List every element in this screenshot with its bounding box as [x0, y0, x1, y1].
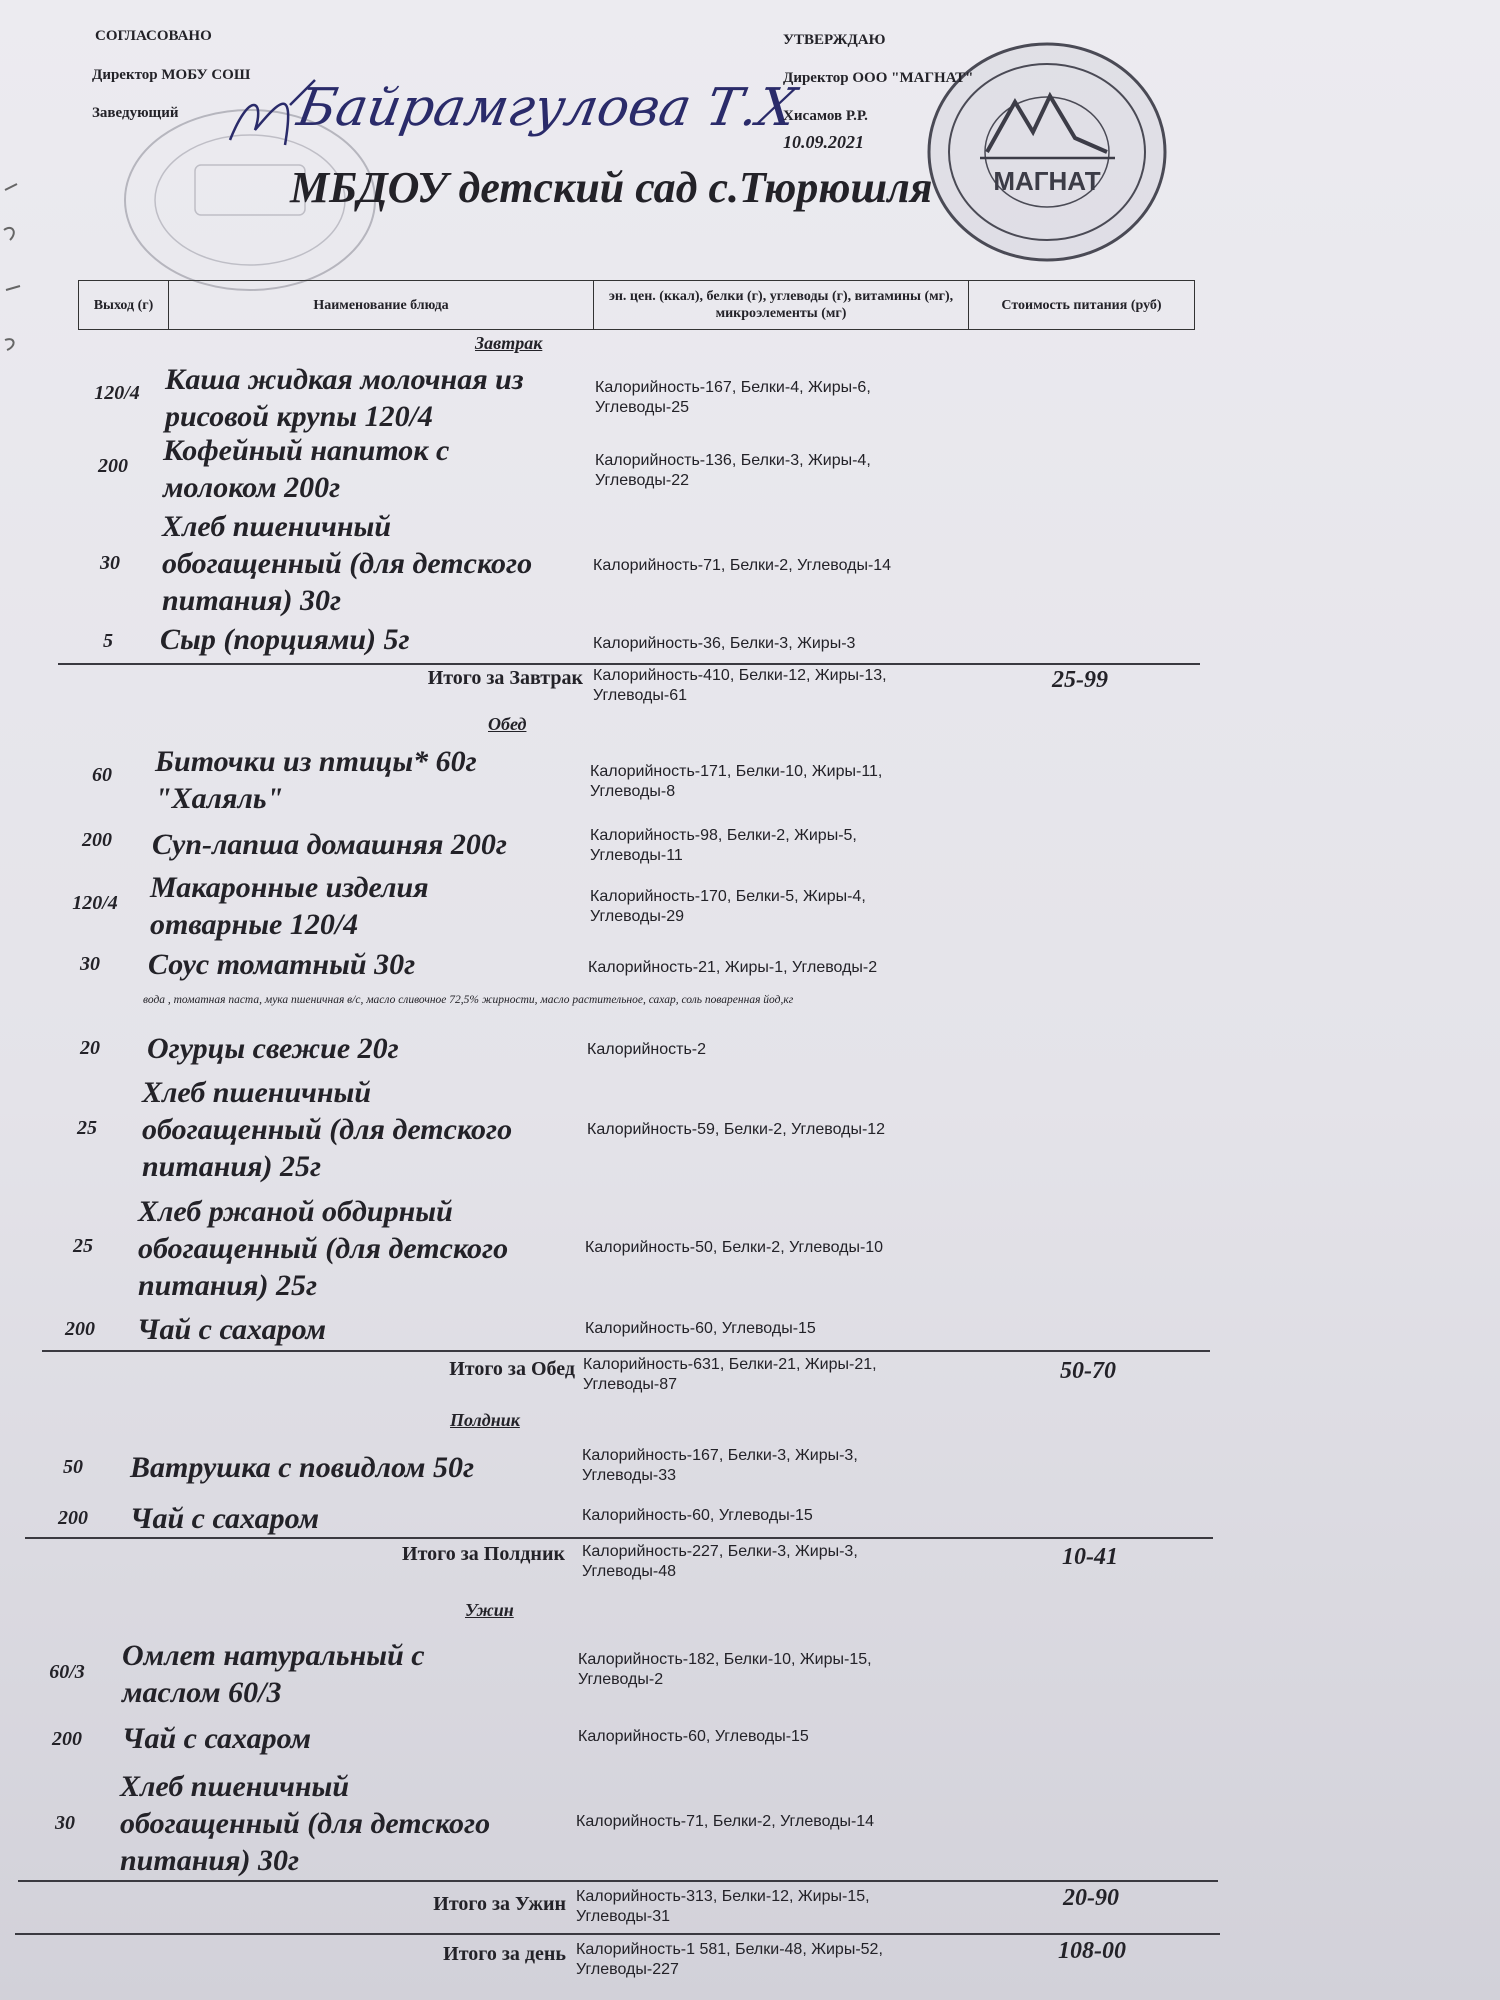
total-nutrition: Калорийность-313, Белки-12, Жиры-15, Углеводы-31 [576, 1888, 870, 1925]
item-nutrition: Калорийность-60, Углеводы-15 [585, 1320, 816, 1337]
total-label: Итого за Завтрак [427, 667, 583, 689]
item-nutrition: Калорийность-167, Белки-4, Жиры-6, Углеводы-25 [595, 379, 871, 416]
item-qty: 30 [80, 953, 100, 975]
item-dish: Хлеб пшеничный обогащенный (для детского питания) 25г [142, 1076, 513, 1183]
item-dish: Чай с сахаром [122, 1722, 311, 1755]
item-qty: 20 [80, 1037, 100, 1059]
item-qty: 200 [82, 829, 112, 851]
divider [15, 1933, 1220, 1935]
item-dish: Хлеб ржаной обдирный обогащенный (для детского питания) 25г [138, 1195, 509, 1302]
item-dish: Биточки из птицы* 60г "Халяль" [155, 745, 477, 815]
day-total-cost: 108-00 [1058, 1938, 1126, 1964]
section-breakfast: Завтрак [475, 333, 543, 353]
item-nutrition: Калорийность-50, Белки-2, Углеводы-10 [585, 1239, 884, 1256]
total-nutrition: Калорийность-227, Белки-3, Жиры-3, Углеводы-48 [582, 1543, 858, 1580]
col-cost: Стоимость питания (руб) [1001, 297, 1162, 313]
col-dish-name: Наименование блюда [169, 281, 594, 329]
item-qty: 200 [65, 1318, 95, 1340]
item-qty: 25 [77, 1117, 97, 1139]
item-qty: 30 [55, 1812, 75, 1834]
day-total-label: Итого за день [443, 1943, 566, 1965]
page-title: МБДОУ детский сад с.Тюрюшля [290, 163, 933, 212]
item-dish: Каша жидкая молочная из рисовой крупы 120/4 [165, 363, 524, 433]
item-nutrition: Калорийность-36, Белки-3, Жиры-3 [593, 635, 856, 652]
total-label: Итого за Ужин [433, 1893, 566, 1915]
total-cost: 25-99 [1052, 667, 1108, 693]
item-nutrition: Калорийность-136, Белки-3, Жиры-4, Углеводы-22 [595, 452, 871, 489]
divider [18, 1880, 1218, 1882]
total-nutrition: Калорийность-410, Белки-12, Жиры-13, Углеводы-61 [593, 667, 887, 704]
item-nutrition: Калорийность-71, Белки-2, Углеводы-14 [593, 557, 892, 574]
item-dish: Чай с сахаром [130, 1502, 319, 1535]
item-qty: 50 [63, 1456, 83, 1478]
item-nutrition: Калорийность-167, Белки-3, Жиры-3, Углеводы-33 [582, 1447, 858, 1484]
divider [25, 1537, 1213, 1539]
approved-left: СОГЛАСОВАНО [95, 28, 212, 44]
item-qty: 120/4 [72, 892, 118, 914]
item-qty: 60 [92, 764, 112, 786]
item-nutrition: Калорийность-59, Белки-2, Углеводы-12 [587, 1121, 886, 1138]
stamp-text: МАГНАТ [993, 166, 1101, 196]
item-nutrition: Калорийность-60, Углеводы-15 [578, 1728, 809, 1745]
item-qty: 5 [103, 630, 113, 652]
item-nutrition: Калорийность-171, Белки-10, Жиры-11, Углеводы-8 [590, 763, 883, 800]
section-dinner: Ужин [465, 1600, 514, 1620]
section-lunch: Обед [488, 714, 527, 734]
item-qty: 120/4 [94, 382, 140, 404]
item-dish: Сыр (порциями) 5г [160, 623, 410, 656]
section-snack: Полдник [450, 1410, 520, 1430]
col-nutrition: эн. цен. (ккал), белки (г), углеводы (г), витамины (мг), микроэлементы (мг) [594, 281, 969, 329]
item-nutrition: Калорийность-170, Белки-5, Жиры-4, Углеводы-29 [590, 888, 866, 925]
director-right: Директор ООО "МАГНАТ" [783, 70, 974, 86]
table-header [78, 280, 1195, 330]
item-qty: 200 [98, 455, 128, 477]
approval-date: 10.09.2021 [783, 132, 864, 152]
item-dish: Огурцы свежие 20г [147, 1032, 399, 1065]
total-label: Итого за Обед [449, 1358, 575, 1380]
item-nutrition: Калорийность-60, Углеводы-15 [582, 1507, 813, 1524]
item-nutrition: Калорийность-182, Белки-10, Жиры-15, Углеводы-2 [578, 1651, 872, 1688]
item-nutrition: Калорийность-71, Белки-2, Углеводы-14 [576, 1813, 875, 1830]
sauce-ingredients-note: вода , томатная паста, мука пшеничная в/с, масло сливочное 72,5% жирности, масло растительное, сахар, соль поваренная йод,кг [143, 994, 794, 1006]
margin-scribble-icon [0, 170, 40, 410]
item-qty: 30 [100, 552, 120, 574]
item-nutrition: Калорийность-98, Белки-2, Жиры-5, Углеводы-11 [590, 827, 857, 864]
signer-name: Хисамов Р.Р. [783, 108, 868, 124]
divider [42, 1350, 1210, 1352]
item-dish: Омлет натуральный с маслом 60/3 [122, 1639, 425, 1709]
signature-text: Байрамгулова Т.Х [293, 77, 801, 138]
item-dish: Соус томатный 30г [148, 948, 416, 981]
approved-right: УТВЕРЖДАЮ [783, 32, 886, 48]
head-label: Заведующий [92, 105, 179, 121]
item-nutrition: Калорийность-21, Жиры-1, Углеводы-2 [588, 959, 878, 976]
col-output: Выход (г) [79, 281, 169, 329]
item-dish: Чай с сахаром [137, 1313, 326, 1346]
item-qty: 25 [73, 1235, 93, 1257]
item-dish: Хлеб пшеничный обогащенный (для детского питания) 30г [120, 1770, 491, 1877]
item-nutrition: Калорийность-2 [587, 1041, 707, 1058]
item-dish: Макаронные изделия отварные 120/4 [150, 871, 429, 941]
total-label: Итого за Полдник [402, 1543, 565, 1565]
item-dish: Ватрушка с повидлом 50г [130, 1451, 475, 1484]
item-qty: 200 [52, 1728, 82, 1750]
divider [58, 663, 1200, 665]
total-nutrition: Калорийность-631, Белки-21, Жиры-21, Углеводы-87 [583, 1356, 877, 1393]
item-qty: 200 [58, 1507, 88, 1529]
item-qty: 60/3 [49, 1661, 85, 1683]
total-cost: 20-90 [1063, 1885, 1119, 1911]
item-dish: Суп-лапша домашняя 200г [152, 828, 507, 861]
day-total-nutrition: Калорийность-1 581, Белки-48, Жиры-52, Углеводы-227 [576, 1941, 883, 1978]
total-cost: 10-41 [1062, 1544, 1118, 1570]
item-dish: Хлеб пшеничный обогащенный (для детского питания) 30г [162, 510, 533, 617]
item-dish: Кофейный напиток с молоком 200г [163, 434, 450, 504]
total-cost: 50-70 [1060, 1358, 1116, 1384]
signature-icon [225, 70, 801, 160]
director-left: Директор МОБУ СОШ [92, 67, 251, 83]
